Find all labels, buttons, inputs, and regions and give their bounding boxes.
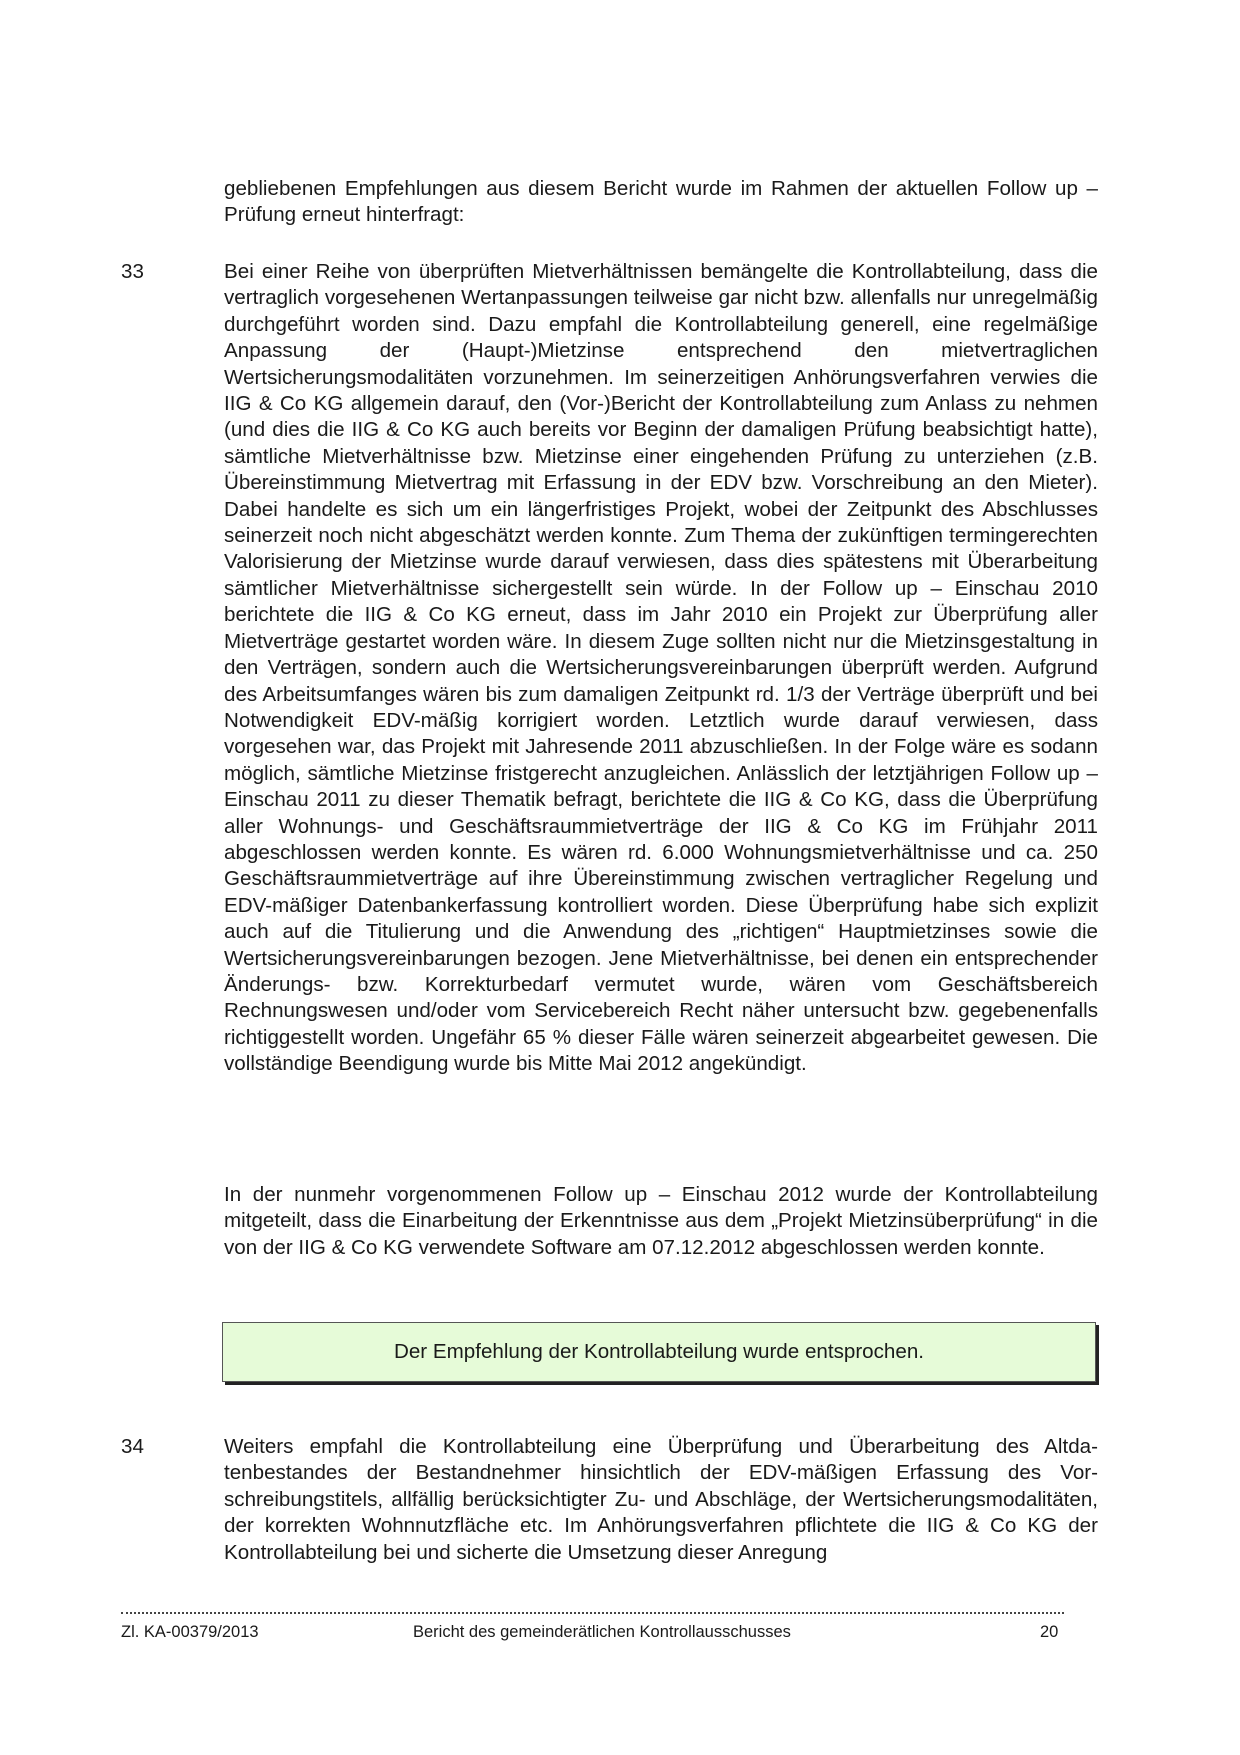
result-callout-text: Der Empfehlung der Kontrollabteilung wurde entsprochen. bbox=[393, 1340, 925, 1363]
paragraph-34-text: Weiters empfahl die Kontrollabteilung eine Überprüfung und Überarbeitung des Altdatenbestandes der Bestandnehmer hinsichtlich der EDV-mäßigen Erfassung des Vorschreibungstitels, allfällig berücksichtigter Zu- und Abschläge, der Wertsicherungsmodalitäten, der korrekten Wohnnutzfläche etc. Im Anhörungsverfahren pflichtete die IIG & Co KG der Kontrollabteilung bei und sicherte die Umsetzung dieser Anregung bbox=[224, 1435, 1098, 1564]
paragraph-33-text: Bei einer Reihe von überprüften Mietverhältnissen bemängelte die Kontrollabteilung, dass die vertraglich vorgesehenen Wertanpassungen teilweise gar nicht bzw. allenfalls nur unregelmäßig durchgeführt worden sind. Dazu empfahl die Kontrollabteilung generell, eine regelmäßige Anpassung der (Haupt-)Mietzinse entsprechend den mietvertraglichen Wertsicherungsmodalitäten vorzunehmen. Im seinerzeitigen Anhörungsverfahren verwies die IIG & Co KG allgemein darauf, den (Vor-)Bericht der Kontrollabteilung zum Anlass zu nehmen (und dies die IIG & Co KG auch bereits vor Beginn der damaligen Prüfung beabsichtigt hatte), sämtliche Mietverhältnisse bzw. Mietzinse einer eingehenden Prüfung zu unterziehen (z.B. Übereinstimmung Mietvertrag mit Erfassung in der EDV bzw. Vorschreibung an den Mieter). Dabei handelte es sich um ein längerfristiges Projekt, wobei der Zeitpunkt des Abschlusses seinerzeit noch nicht abgeschätzt werden konnte. Zum Thema der zukünftigen termingerechten Valorisierung der Mietzinse wurde darauf verwiesen, dass dies spätestens mit Überarbeitung sämtlicher Mietverhältnisse sichergestellt sein würde. In der Follow up – Einschau 2010 berichtete die IIG & Co KG erneut, dass im Jahr 2010 ein Projekt zur Überprüfung aller Mietverträge gestartet worden wäre. In diesem Zuge sollten nicht nur die Mietzinsgestaltung in den Verträgen, sondern auch die Wertsicherungsvereinbarungen überprüft werden. Aufgrund des Arbeitsumfanges wären bis zum damaligen Zeitpunkt rd. 1/3 der Verträge überprüft und bei Notwendigkeit EDV-mäßig korrigiert worden. Letztlich wurde darauf verwiesen, dass vorgesehen war, das Projekt mit Jahresende 2011 abzuschließen. In der Folge wäre es sodann möglich, sämtliche Mietzinse fristgerecht anzugleichen. Anlässlich der letztjährigen Follow up – Einschau 2011 zu dieser Thematik befragt, berichtete die IIG & Co KG, dass die Überprüfung aller Wohnungs- und Geschäftsraummietverträge der IIG & Co KG im Frühjahr 2011 abgeschlossen werden konnte. Es wären rd. 6.000 Wohnungsmietverhältnisse und ca. 250 Geschäftsraummietverträge auf ihre Übereinstimmung zwischen vertraglicher Regelung und EDV-mäßiger Datenbankerfassung kontrolliert worden. Diese Überprüfung habe sich explizit auch auf die Titulierung und die Anwendung des „richtigen“ Hauptmietzinses sowie die Wertsicherungsvereinbarungen bezogen. Jene Mietverhältnisse, bei denen ein entsprechender Änderungs- bzw. Korrekturbedarf vermutet wurde, wären vom Geschäftsbereich Rechnungswesen und/oder vom Servicebereich Recht näher untersucht bzw. gegebenenfalls richtiggestellt worden. Ungefähr 65 % dieser Fälle wären seinerzeit abgearbeitet gewesen. Die vollständige Beendigung wurde bis Mitte Mai 2012 angekündigt. bbox=[224, 260, 1098, 1076]
footer-divider bbox=[121, 1612, 1064, 1614]
paragraph-33-followup-text: In der nunmehr vorgenommenen Follow up – Einschau 2012 wurde der Kontrollabteilung mitgeteilt, dass die Einarbeitung der Erkenntnisse aus dem „Projekt Mietzinsüberprüfung“ in die von der IIG & Co KG verwendete Software am 07.12.2012 abgeschlossen werden konnte. bbox=[224, 1183, 1098, 1259]
paragraph-33-followup bbox=[224, 1182, 1098, 1261]
result-callout-box bbox=[222, 1322, 1096, 1382]
paragraph-number-34: 34 bbox=[121, 1435, 144, 1458]
footer-reference: Zl. KA-00379/2013 bbox=[121, 1623, 259, 1641]
paragraph-33 bbox=[224, 259, 1098, 1078]
footer-page-number: 20 bbox=[1040, 1623, 1059, 1641]
footer-title: Bericht des gemeinderätlichen Kontrollausschusses bbox=[413, 1623, 791, 1641]
paragraph-34 bbox=[224, 1434, 1098, 1566]
intro-text: gebliebenen Empfehlungen aus diesem Bericht wurde im Rahmen der aktuellen Follow up – Prüfung erneut hinterfragt: bbox=[224, 177, 1098, 227]
paragraph-number-33: 33 bbox=[121, 260, 144, 283]
intro-paragraph bbox=[224, 176, 1098, 229]
